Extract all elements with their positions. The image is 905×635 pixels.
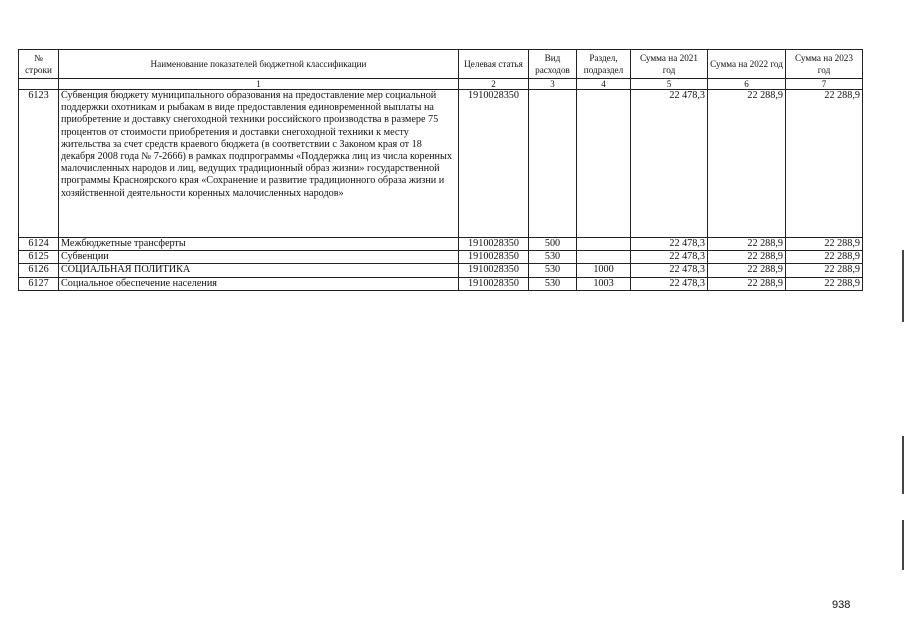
row-sum-2021: 22 478,3 [631, 90, 708, 238]
row-expense-type: 530 [529, 277, 577, 290]
row-section [577, 90, 631, 238]
column-number-blank [19, 79, 59, 90]
table-row [19, 264, 863, 277]
row-sum-2023: 22 288,9 [786, 90, 863, 238]
page-number: 938 [832, 599, 851, 611]
header-section: Раздел, подраздел [577, 50, 631, 79]
scan-edge-mark [902, 250, 904, 322]
scan-edge-mark [902, 520, 904, 570]
row-section: 1000 [577, 264, 631, 277]
row-expense-type [529, 90, 577, 238]
row-number: 6126 [19, 264, 59, 277]
column-number-row [19, 79, 863, 90]
header-name: Наименование показателей бюджетной классификации [59, 50, 459, 79]
row-expense-type: 530 [529, 264, 577, 277]
row-sum-2022: 22 288,9 [708, 264, 786, 277]
row-target-article: 1910028350 [459, 251, 529, 264]
row-sum-2022: 22 288,9 [708, 90, 786, 238]
row-name: Субвенции [59, 251, 459, 264]
header-expense-type: Вид расходов [529, 50, 577, 79]
header-sum-2022: Сумма на 2022 год [708, 50, 786, 79]
row-sum-2021: 22 478,3 [631, 238, 708, 251]
header-row [19, 50, 863, 79]
header-sum-2023: Сумма на 2023 год [786, 50, 863, 79]
row-number: 6125 [19, 251, 59, 264]
row-sum-2022: 22 288,9 [708, 251, 786, 264]
column-number: 3 [529, 79, 577, 90]
row-sum-2023: 22 288,9 [786, 251, 863, 264]
row-target-article: 1910028350 [459, 238, 529, 251]
column-number: 6 [708, 79, 786, 90]
row-section [577, 238, 631, 251]
row-number: 6124 [19, 238, 59, 251]
row-target-article: 1910028350 [459, 90, 529, 238]
row-section [577, 251, 631, 264]
row-expense-type: 500 [529, 238, 577, 251]
row-sum-2021: 22 478,3 [631, 264, 708, 277]
table-row [19, 251, 863, 264]
column-number: 2 [459, 79, 529, 90]
scan-edge-mark [902, 436, 904, 494]
column-number: 1 [59, 79, 459, 90]
column-number: 4 [577, 79, 631, 90]
header-target-article: Целевая статья [459, 50, 529, 79]
row-sum-2022: 22 288,9 [708, 238, 786, 251]
row-name: Межбюджетные трансферты [59, 238, 459, 251]
table-row [19, 277, 863, 290]
row-target-article: 1910028350 [459, 277, 529, 290]
row-target-article: 1910028350 [459, 264, 529, 277]
row-number: 6127 [19, 277, 59, 290]
row-name: Субвенция бюджету муниципального образования на предоставление мер социальной поддержки охотникам и рыбакам в виде предоставления единовременной выплаты на приобретение и доставку снегоходной техники российского производства в размере 75 процентов от стоимости приобретения и доставки снегоходной техники к месту жительства за счет средств краевого бюджета (в соответствии с Законом края от 18 декабря 2008 года № 7-2666) в рамках подпрограммы «Поддержка лиц из числа коренных малочисленных народов и лиц, ведущих традиционный образ жизни» государственной программы Красноярского края «Сохранение и развитие традиционного образа жизни и хозяйственной деятельности коренных малочисленных народов» [59, 90, 459, 238]
header-sum-2021: Сумма на 2021 год [631, 50, 708, 79]
row-name: Социальное обеспечение населения [59, 277, 459, 290]
table-row [19, 238, 863, 251]
row-sum-2022: 22 288,9 [708, 277, 786, 290]
row-sum-2021: 22 478,3 [631, 251, 708, 264]
column-number: 5 [631, 79, 708, 90]
row-section: 1003 [577, 277, 631, 290]
row-sum-2021: 22 478,3 [631, 277, 708, 290]
row-name: СОЦИАЛЬНАЯ ПОЛИТИКА [59, 264, 459, 277]
column-number: 7 [786, 79, 863, 90]
header-row-number: № строки [19, 50, 59, 79]
row-sum-2023: 22 288,9 [786, 264, 863, 277]
row-expense-type: 530 [529, 251, 577, 264]
row-sum-2023: 22 288,9 [786, 277, 863, 290]
budget-table [18, 49, 863, 291]
row-number: 6123 [19, 90, 59, 238]
row-sum-2023: 22 288,9 [786, 238, 863, 251]
table-row [19, 90, 863, 238]
